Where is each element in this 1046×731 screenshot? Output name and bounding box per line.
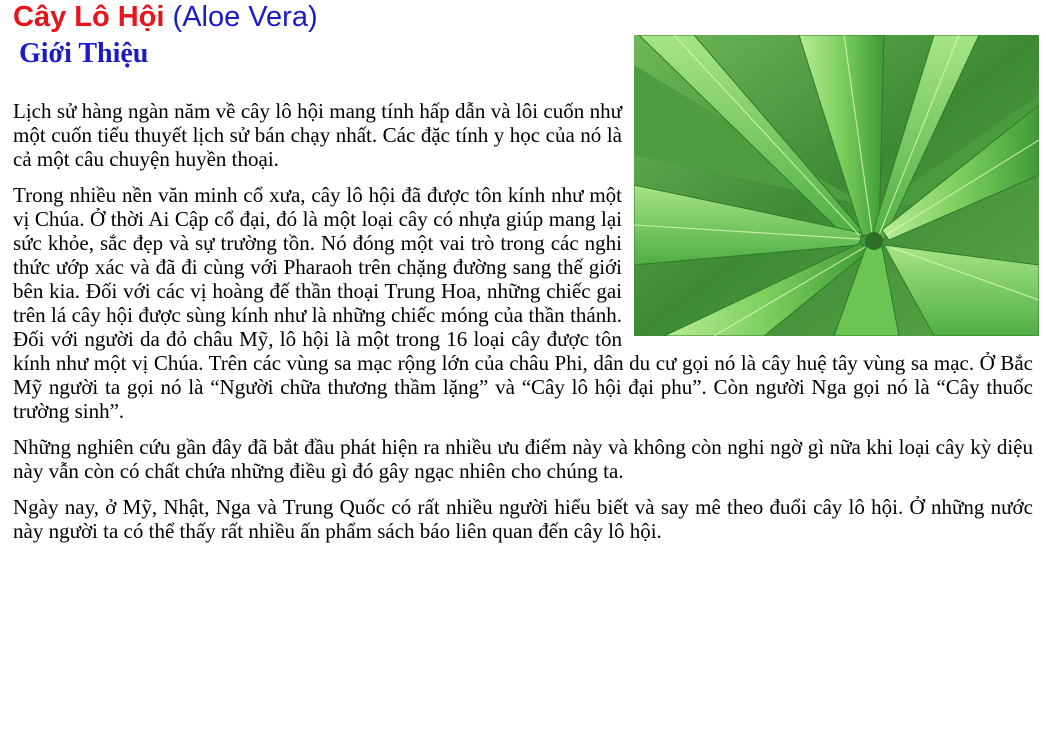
section-heading: Giới Thiệu [19,38,149,69]
page-title [13,0,1033,34]
title-english: (Aloe Vera) [172,1,318,33]
paragraph-4: Ngày nay, ở Mỹ, Nhật, Nga và Trung Quốc có rất nhiều người hiểu biết và say mê theo đuổi cây lô hội. Ở những nước này người ta có thể thấy rất nhiều ấn phẩm sách báo liên quan đến cây lô hội. [13,495,1033,543]
article-body [13,99,1033,543]
paragraph-3: Những nghiên cứu gần đây đã bắt đầu phát hiện ra nhiều ưu điểm này và không còn nghi ngờ gì nữa khi loại cây kỳ diệu này vẫn còn có chất chứa những điều gì đó gây ngạc nhiên cho chúng ta. [13,435,1033,483]
paragraph-1: Lịch sử hàng ngàn năm về cây lô hội mang tính hấp dẫn và lôi cuốn như một cuốn tiểu thuyết lịch sử bán chạy nhất. Các đặc tính y học của nó là cả một câu chuyện huyền thoại. [13,99,622,171]
title-vietnamese: Cây Lô Hội [13,1,165,33]
aloe-vera-plant-icon [634,35,1039,336]
document-page [13,0,1033,555]
paragraph-2: Trong nhiều nền văn minh cổ xưa, cây lô hội đã được tôn kính như một vị Chúa. Ở thời Ai Cập cổ đại, đó là một loại cây có nhựa giúp mang lại sức khỏe, sắc đẹp và sự trường tồn. Nó đóng một vai trò trong các nghi thức ướp xác và đã đi cùng với Pharaoh trên chặng đường sang thế giới bên kia. Đối với các vị hoàng đế thần thoại Trung Hoa, những chiếc gai trên lá cây hội được sùng kính như là những chiếc móng của thần thánh. Đối với người da đỏ châu Mỹ, lô hội là một trong 16 loại cây được tôn kính như một vị Chúa. Trên các vùng sa mạc rộng lớn của châu Phi, dân du cư gọi nó là cây huệ tây vùng sa mạc. Ở Bắc Mỹ người ta gọi nó là “Người chữa thương thầm lặng” và “Cây lô hội đại phu”. Còn người Nga gọi nó là “Cây thuốc trường sinh”. [13,183,1033,423]
aloe-vera-photo [634,35,1039,336]
